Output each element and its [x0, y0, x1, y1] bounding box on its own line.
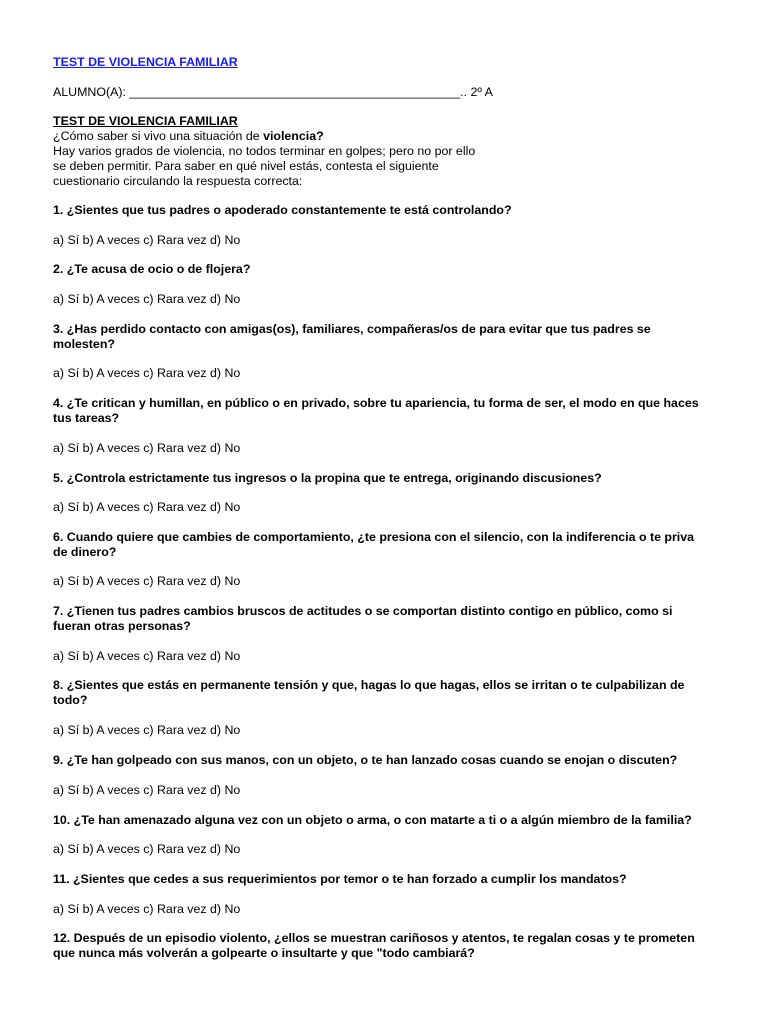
question-8	[53, 678, 723, 708]
answer-options-7: a) Sí b) A veces c) Rara vez d) No	[53, 649, 241, 663]
intro-section	[53, 114, 503, 189]
question-text: 1. ¿Sientes que tus padres o apoderado constantemente te está controlando?	[53, 203, 512, 217]
question-text: fueran otras personas?	[53, 619, 191, 633]
question-4	[53, 396, 723, 426]
question-10	[53, 813, 723, 828]
question-9	[53, 753, 723, 768]
question-text: 11. ¿Sientes que cedes a sus requerimientos por temor o te han forzado a cumplir los mandatos?	[53, 872, 627, 886]
document-title: TEST DE VIOLENCIA FAMILIAR	[53, 55, 238, 69]
answer-options-5: a) Sí b) A veces c) Rara vez d) No	[53, 500, 241, 514]
question-6	[53, 530, 723, 560]
student-name-line: ALUMNO(A): ________________________________________________.. 2º A	[53, 85, 493, 99]
question-7	[53, 604, 723, 634]
answer-options-1: a) Sí b) A veces c) Rara vez d) No	[53, 233, 241, 247]
intro-line: Hay varios grados de violencia, no todos terminar en golpes; pero no por ello	[53, 144, 476, 158]
intro-question	[53, 129, 503, 144]
answer-options-3: a) Sí b) A veces c) Rara vez d) No	[53, 366, 241, 380]
question-text: 5. ¿Controla estrictamente tus ingresos o la propina que te entrega, originando discusiones?	[53, 471, 602, 485]
answer-options-2: a) Sí b) A veces c) Rara vez d) No	[53, 292, 241, 306]
question-12	[53, 931, 723, 961]
answer-options-10: a) Sí b) A veces c) Rara vez d) No	[53, 842, 241, 856]
question-text: 2. ¿Te acusa de ocio o de flojera?	[53, 262, 251, 276]
question-1	[53, 203, 723, 218]
intro-line: se deben permitir. Para saber en qué nivel estás, contesta el siguiente	[53, 159, 439, 173]
question-text: 4. ¿Te critican y humillan, en público o en privado, sobre tu apariencia, tu forma de ser, el modo en que haces	[53, 396, 699, 410]
question-text: tus tareas?	[53, 411, 120, 425]
answer-options-9: a) Sí b) A veces c) Rara vez d) No	[53, 783, 241, 797]
question-text: 8. ¿Sientes que estás en permanente tensión y que, hagas lo que hagas, ellos se irritan o te culpabilizan de	[53, 678, 685, 692]
question-11	[53, 872, 723, 887]
question-3	[53, 322, 723, 352]
question-text: de dinero?	[53, 545, 117, 559]
question-text: molesten?	[53, 337, 115, 351]
question-text: 10. ¿Te han amenazado alguna vez con un objeto o arma, o con matarte a ti o a algún miembro de la familia?	[53, 813, 692, 827]
answer-options-4: a) Sí b) A veces c) Rara vez d) No	[53, 441, 241, 455]
question-text: 3. ¿Has perdido contacto con amigas(os), familiares, compañeras/os de para evitar que tus padres se	[53, 322, 651, 336]
answer-options-11: a) Sí b) A veces c) Rara vez d) No	[53, 902, 241, 916]
question-text: que nunca más volverán a golpearte o insultarte y que "todo cambiará?	[53, 946, 475, 960]
question-text: 9. ¿Te han golpeado con sus manos, con un objeto, o te han lanzado cosas cuando se enojan o discuten?	[53, 753, 678, 767]
question-text: 7. ¿Tienen tus padres cambios bruscos de actitudes o se comportan distinto contigo en público, como si	[53, 604, 673, 618]
question-text: todo?	[53, 693, 88, 707]
intro-line: cuestionario circulando la respuesta correcta:	[53, 174, 303, 188]
question-text: 6. Cuando quiere que cambies de comportamiento, ¿te presiona con el silencio, con la indiferencia o te priva	[53, 530, 695, 544]
intro-question-bold: violencia?	[263, 129, 324, 143]
intro-question-text: ¿Cómo saber si vivo una situación de	[53, 129, 264, 143]
question-2	[53, 262, 723, 277]
intro-title: TEST DE VIOLENCIA FAMILIAR	[53, 114, 238, 128]
question-text: 12. Después de un episodio violento, ¿ellos se muestran cariñosos y atentos, te regalan cosas y te prometen	[53, 931, 695, 945]
answer-options-6: a) Sí b) A veces c) Rara vez d) No	[53, 574, 241, 588]
answer-options-8: a) Sí b) A veces c) Rara vez d) No	[53, 723, 241, 737]
question-5	[53, 471, 723, 486]
